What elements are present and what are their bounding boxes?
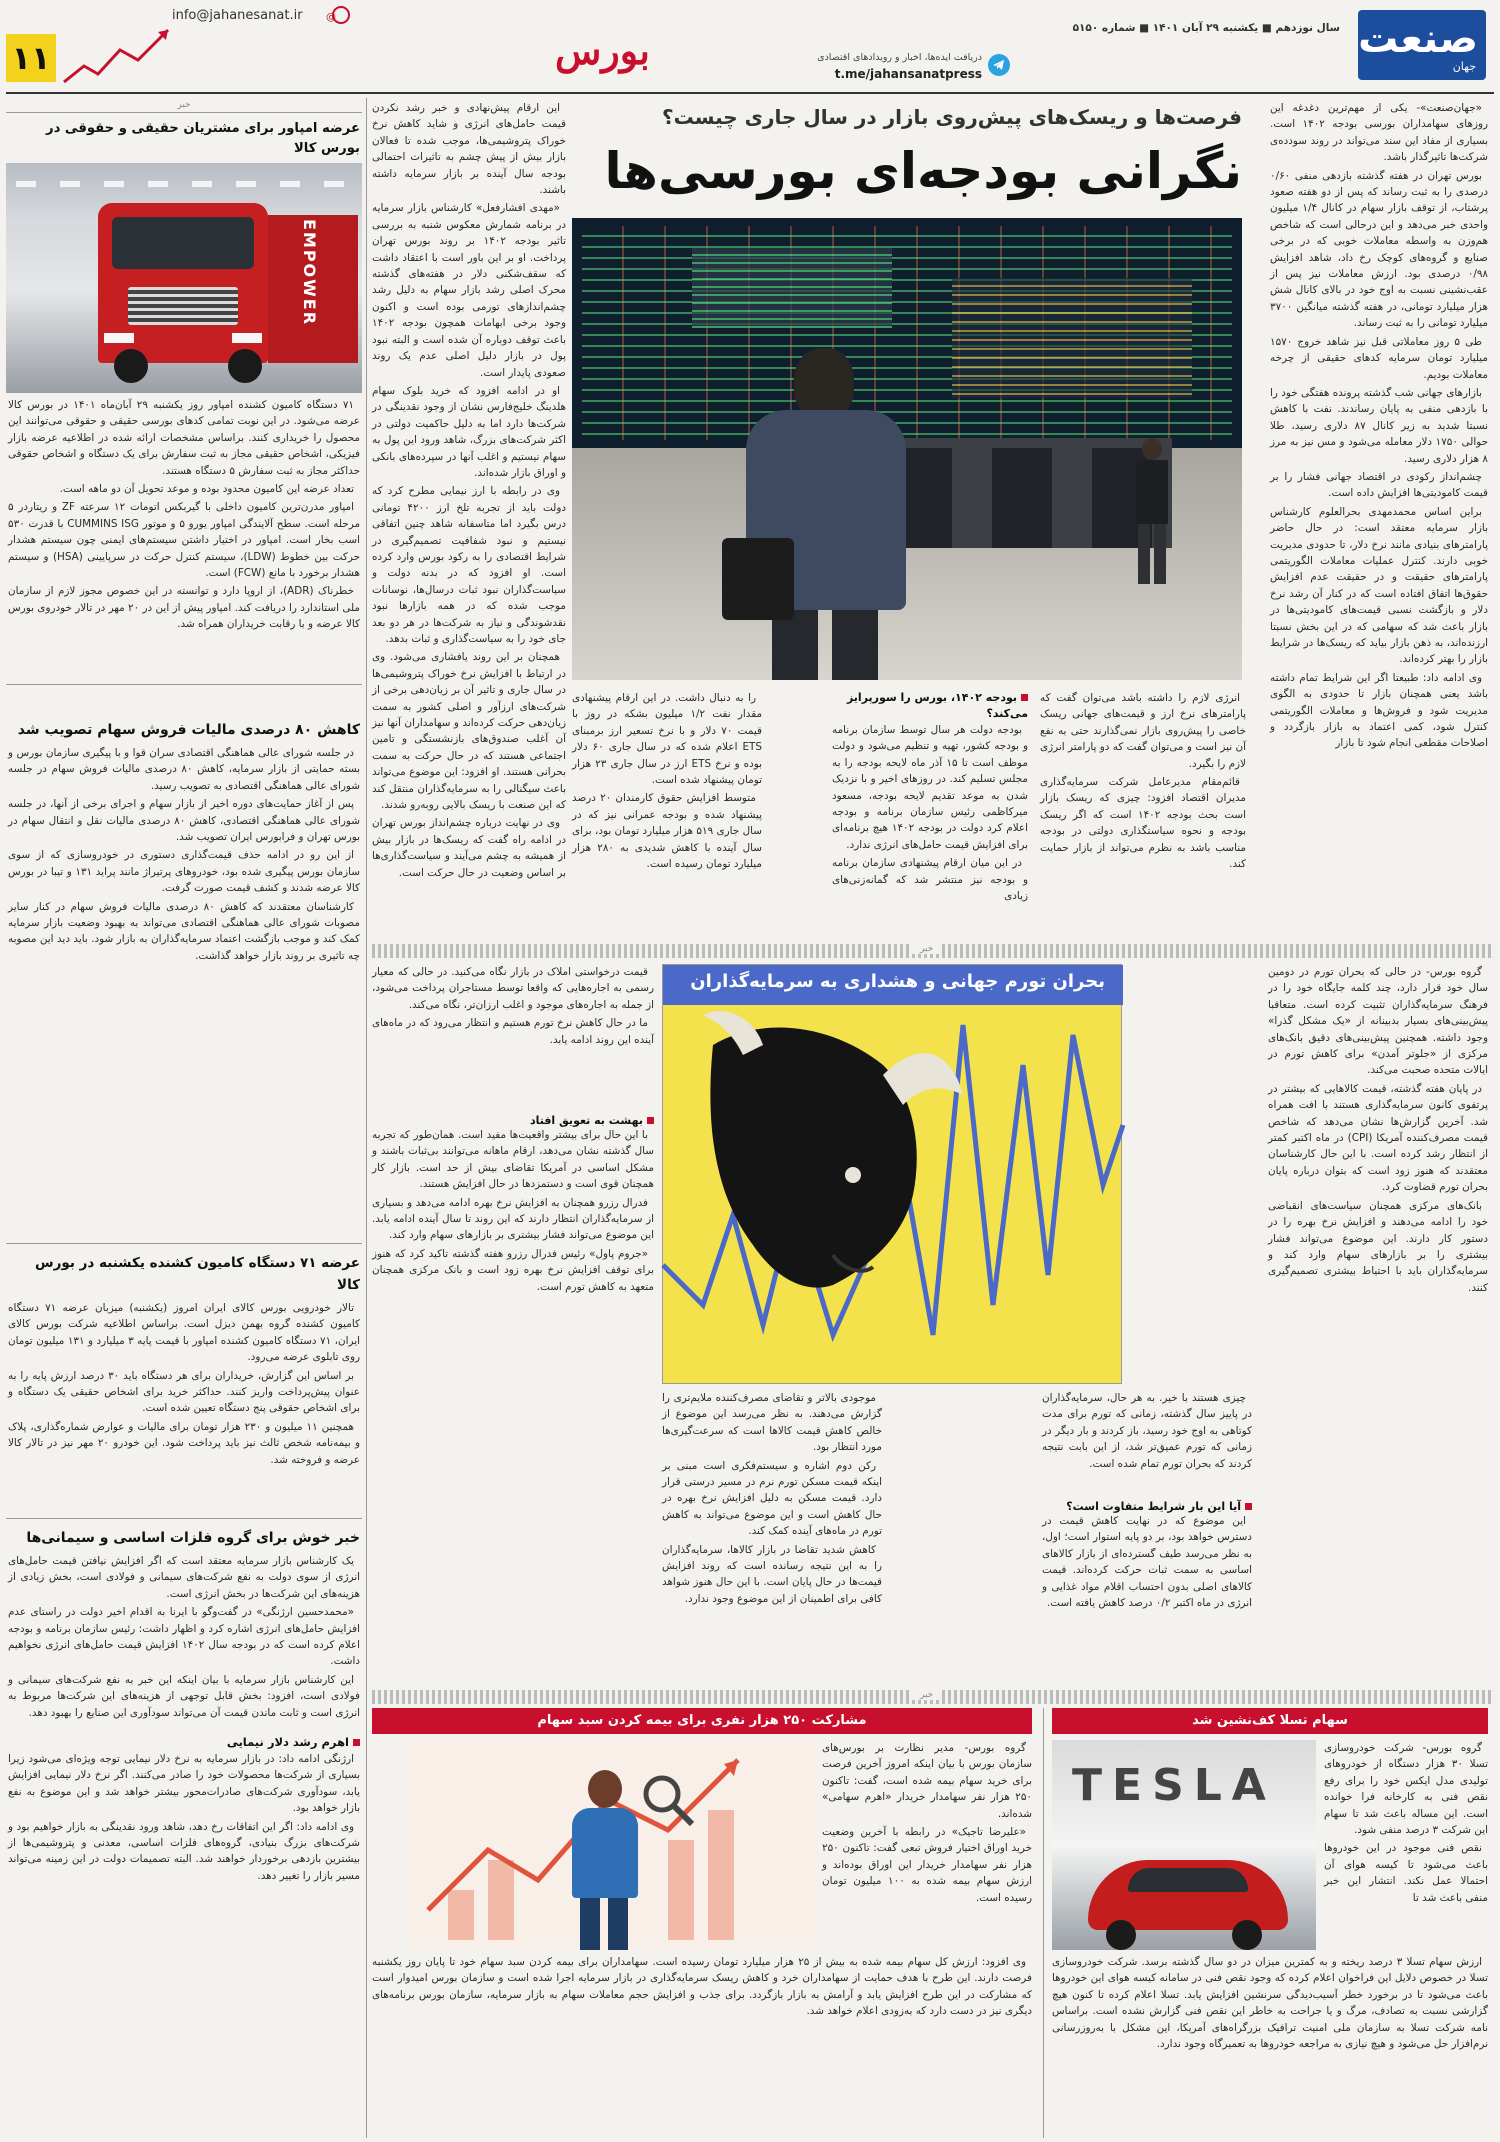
middle-paragraph: چیزی هستند با خیر. به هر حال، سرمایه‌گذاران در پاییز سال گذشته، زمانی که تورم برای مدت کوتاهی به اوج خود رسید، باز کردند و بار دیگر در زمانی که تورم عمیق‌تر شد، از این بابت نتیجه کردند که بحران تورم تمام شده است.	[1042, 1392, 1252, 1470]
lead-paragraph: انرژی لازم را داشته باشد می‌توان گفت که پارامترهای نرخ ارز و قیمت‌های جهانی ریسک خاصی را پیش‌روی بازار نمی‌گذارند حتی به نفع آن نیز است و می‌توان گفت که دو پارامتر انرژی لازم را بگیرد.	[1040, 692, 1246, 770]
truck-cab	[98, 203, 268, 363]
middle-kicker-bar	[372, 944, 1494, 958]
middle-col-left-body2	[372, 1127, 654, 1667]
lead-col5	[572, 690, 762, 940]
tesla-headline-bar	[1052, 1708, 1488, 1734]
growth-chart-icon	[60, 20, 180, 90]
square-bullet-icon	[1021, 694, 1028, 701]
lead-col4	[832, 690, 1028, 940]
lead-kicker: فرصت‌ها و ریسک‌های پیش‌روی بازار در سال جاری چیست؟	[661, 105, 1242, 129]
middle-col-left	[372, 964, 654, 1680]
middle-paragraph: این موضوع که در نهایت کاهش قیمت در دسترس خواهد بود، بر دو پایه استوار است؛ اول، به نظر می‌رسد طیف گسترده‌ای از بازار کالاهای اساسی به سمت ثبات حرکت کرده‌اند. قیمت کالاهای اصلی بدون احتساب اقلام مواد غذایی و انرژی در ماه اکتبر ۰/۲ درصد کاهش یافته است.	[1042, 1515, 1252, 1610]
bottom-kicker-bar	[372, 1690, 1494, 1704]
middle-col-b	[662, 1390, 882, 1680]
bottom-kicker: خبر	[912, 1690, 941, 1700]
story3-paragraph: همچنین ۱۱ میلیون و ۲۳۰ هزار تومان برای مالیات و عوارض شماره‌گذاری، پلاک و بیمه‌نامه شخص ثالث نیز باید پرداخت شود. این خودرو ۲۰ مهر نیز در تالار کالا عرضه و فروخته شد.	[8, 1420, 360, 1466]
middle-col-left-subhead	[372, 1114, 654, 1127]
inflation-panel	[662, 964, 1122, 1384]
sidebar-kicker: خبر	[6, 98, 362, 113]
lead-paragraph: قائم‌مقام مدیرعامل شرکت سرمایه‌گذاری مدیران اقتصاد افزود: چیزی که ریسک بازار است بحث بودجه ۱۴۰۲ است که اگر ریسک بودجه و نحوه سیاستگذاری دولتی در بودجه مناسب باشد به نظرم می‌تواند از بازار حمایت کند.	[1040, 776, 1247, 871]
lead-col1	[1270, 100, 1488, 940]
divider	[6, 684, 362, 685]
telegram-link[interactable]: t.me/jahansanatpress	[834, 67, 982, 81]
shoulder-bag	[722, 538, 794, 620]
story4-headline: خبر خوش برای گروه فلزات اساسی و سیمانی‌ها	[26, 1530, 360, 1546]
lead-col4-subhead-text: بودجه ۱۴۰۲، بورس را سورپرایز می‌کند؟	[846, 691, 1028, 720]
lead-paragraph: «جهان‌صنعت»- یکی از مهم‌ترین دغدغه این روزهای سهامداران بورسی بودجه ۱۴۰۲ است. بسیاری از مفاد این سند می‌تواند در روند سودده‌ی شرکت‌ها تاثیرگذار باشد.	[1270, 102, 1489, 164]
telegram-block	[800, 52, 1010, 86]
middle-paragraph: قیمت درخواستی املاک در بازار نگاه می‌کنید. در حالی که معیار رسمی به اجاره‌هایی که واقعا توسط مستاجران پرداخت می‌شود، از جمله به اجاره‌های موجود و اغلب ارزان‌تر، نگاه می‌کند.	[372, 966, 654, 1011]
story4-body	[6, 1553, 362, 1733]
lead-paragraph: او در ادامه افزود که خرید بلوک سهام هلدینگ خلیج‌فارس نشان از وجود نقدینگی در شرکت‌ها دارد اما به دلیل حاکمیت دولتی در اکثر شرکت‌های بزرگ، شاهد ورود این پول به سهام نیستیم و اغلب آنها در سپرده‌های بانکی و اوراق بازار شده‌اند.	[372, 384, 566, 479]
tesla-side-body	[1324, 1740, 1488, 1950]
middle-paragraph: گروه بورس- در حالی که بحران تورم در دومین سال خود قرار دارد، چند کلمه جایگاه خود را در فرهنگ سرمایه‌گذاران تثبیت کرده است. متعاقبا پیش‌بینی‌های بسیار بدبینانه از «یک مشکل گذرا» وجود داشته. همچنین پیش‌بینی‌های دقیق بانک‌های مرکزی از «جلوتر آمدن» برای کاهش تورم در ایالات متحده صحبت می‌کند.	[1268, 966, 1488, 1077]
walker-figure	[1132, 438, 1172, 588]
middle-kicker: خبر	[912, 944, 941, 954]
middle-col-a-subhead	[1042, 1500, 1252, 1513]
lead-paragraph: متوسط افزایش حقوق کارمندان ۲۰ درصد پیشنهاد شده و بودجه عمرانی نیز که در سال جاری ۵۱۹ هزار میلیارد تومان بود، برای سال آینده با کاهش شدیدی به ۲۸۰ هزار میلیارد تومان رسیده است.	[572, 792, 762, 871]
bottom-divider	[1043, 1708, 1044, 2138]
lead-paragraph: «مهدی افشارفعل» کارشناس بازار سرمایه در برنامه شمارش معکوس شنبه به بررسی تاثیر بودجه ۱۴۰۲ بر روند بورس تهران پرداخت. او بر این باور است با اعتقاد داشت که سقف‌شکنی دلار در هفته‌های گذشته محرک اصلی رشد بازار سهام به دلیل رشد چشم‌اندازهای تورمی بوده است و اکنون وجود برخی ابهامات همچون بودجه ۱۴۰۲ باعث توقف دوباره آن شده است و البته نبود پول در بازار دلیل اصلی عدم یک روند صعودی پایدار است.	[372, 202, 566, 379]
lead-paragraph: بودجه دولت هر سال توسط سازمان برنامه و بودجه کشور، تهیه و تنظیم می‌شود و دولت موظف است تا ۱۵ آذر ماه لایحه بودجه را به مجلس تسلیم کند. در روزهای اخیر و با نزدیک شدن به موعد تقدیم لایحه بودجه، مسعود میرکاظمی رئیس سازمان برنامه و بودجه اعلام کرد دولت در بودجه ۱۴۰۲ هیچ برنامه‌ای برای افزایش قیمت حامل‌های انرژی ندارد.	[832, 724, 1028, 851]
bull-icon	[683, 1005, 983, 1305]
sidebar-rule	[366, 98, 367, 2138]
middle-paragraph: ما در حال کاهش نرخ تورم هستیم و انتظار می‌رود که در ماه‌های آینده این روند ادامه یابد.	[372, 1017, 654, 1046]
tesla-paragraph: گروه بورس- شرکت خودروسازی تسلا ۳۰ هزار دستگاه از خودروهای تولیدی مدل ایکس خود را برای رفع نقص فنی به کارخانه فرا خوانده است. این مساله باعث شد تا سهام این شرکت ۳ درصد منفی شود.	[1324, 1742, 1488, 1837]
issue-line: سال نوزدهم ■ یکشنبه ۲۹ آبان ۱۴۰۱ ■ شماره ۵۱۵۰	[1072, 22, 1340, 34]
story1-paragraph: تعداد عرضه این کامیون محدود بوده و موعد تحویل آن دو ماهه است.	[59, 483, 354, 496]
story2-paragraph: از این رو در ادامه حذف قیمت‌گذاری دستوری در خودروسازی که از سوی سازمان بورس پیگیری شده بود، خودروهای پرتیراژ مانند پراید ۱۳۱ و تیبا در بورس کالا عرضه شدند و کشف قیمت صورت گرفت.	[8, 849, 360, 895]
lead-col2	[372, 100, 566, 940]
middle-paragraph: رکن دوم اشاره و سیستم‌فکری است مبنی بر اینکه قیمت مسکن تورم نرم در مسیر درستی قرار دارد. قیمت مسکن به دلیل افزایش نرخ بهره در حال کاهش است و این موضوع می‌تواند به کاهش تورم در ماه‌های آینده کمک کند.	[662, 1459, 882, 1538]
person-figure	[558, 1770, 648, 1950]
insurance-bottom-body	[372, 1954, 1032, 2134]
story3-headline: عرضه ۷۱ دستگاه کامیون کشنده یکشنبه در بورس کالا	[35, 1255, 360, 1293]
lead-col4-subhead	[832, 690, 1028, 722]
lead-col4-body	[832, 722, 1028, 942]
square-bullet-icon	[1245, 1503, 1252, 1510]
middle-paragraph: «جروم پاول» رئیس فدرال رزرو هفته گذشته تاکید کرد که هنوز برای توقف افزایش نرخ بهره زود است و بانک مرکزی همچنان متعهد به کاهش تورم است.	[372, 1247, 654, 1293]
story2-body	[6, 745, 362, 1243]
story3-paragraph: تالار خودرویی بورس کالای ایران امروز (یکشنبه) میزبان عرضه ۷۱ دستگاه کامیون کشنده گروه بهمن دیزل است. براساس اطلاعیه شرکت بورس کالای ایران، ۷۱ دستگاه کامیون کشنده امپاور با قیمت پایه ۳ میلیارد و ۱۳۱ میلیون تومان روی تابلوی عرضه می‌رود.	[8, 1302, 361, 1364]
truck-brand-text: EMPOWER	[300, 218, 320, 327]
tesla-paragraph: نقص فنی موجود در این خودروها باعث می‌شود تا کیسه هوای آن احتمالا عمل نکند. انتشار این خبر منفی باعث شد تا	[1324, 1842, 1488, 1904]
square-bullet-icon	[353, 1739, 360, 1746]
story2-paragraph: کارشناسان معتقدند که کاهش ۸۰ درصدی مالیات فروش سهام در کنار سایر مصوبات شورای عالی هماهنگی اقتصادی می‌تواند به بهبود وضعیت بازار سرمایه کمک کند و موجب بازگشت اعتماد سرمایه‌گذاران به بازار شود. باید دید این مصوبه چه تاثیری بر روند بازار خواهد گذاشت.	[8, 900, 360, 962]
lead-paragraph: وی ادامه داد: طبیعتا اگر این شرایط تمام داشته باشد یعنی همچنان بازار تا حدودی به الگوی مدیریت شود و فروش‌ها و معاملات الگوریتمی کنترل شود، کمی اعتماد به بازار بازگردد و اصلاحات مقطعی انجام شود تا بازار	[1270, 671, 1488, 750]
middle-col-left-subhead-text: بهشت به تعویق افتاد	[529, 1114, 643, 1127]
svg-text:@: @	[326, 12, 336, 23]
middle-col-right	[1268, 964, 1488, 1664]
story1-paragraph: خطرناک (ADR)، از اروپا دارد و توانسته در این خصوص مجوز لازم از سازمان ملی استاندارد را دریافت کند. امپاور پیش از این در ۲۰ مهر در تالار خودروی بورس کالا عرضه و با رقابت خریداران همراه شد.	[8, 585, 360, 631]
insurance-headline: مشارکت ۲۵۰ هزار نفری برای بیمه کردن سبد سهام	[537, 1713, 867, 1728]
story4-paragraph: یک کارشناس بازار سرمایه معتقد است که اگر افزایش نیافتن قیمت حامل‌های انرژی از سوی دولت به نفع شرکت‌های سیمانی و فولادی است، بخش زیادی از هزینه‌های این شرکت‌ها در بخش انرژی است.	[8, 1555, 360, 1600]
telegram-caption: دریافت ایده‌ها، اخبار و رویدادهای اقتصادی	[817, 52, 982, 63]
insurance-side-body	[822, 1740, 1032, 1950]
lead-col3	[1040, 690, 1246, 940]
warehouse-lights	[16, 181, 346, 187]
newspaper-logo	[1358, 10, 1486, 80]
middle-col-left-body	[372, 964, 654, 1114]
page-number: ۱۱	[6, 34, 56, 82]
middle-col-a-subhead-text: آیا این بار شرایط متفاوت است؟	[1066, 1500, 1241, 1513]
man-figure	[732, 348, 922, 680]
insurance-headline-bar	[372, 1708, 1032, 1734]
story2-headline: کاهش ۸۰ درصدی مالیات فروش سهام تصویب شد	[17, 722, 360, 738]
truck-wheel-left	[114, 349, 148, 383]
lead-paragraph: بورس تهران در هفته گذشته بازدهی منفی ۰/۶۰ درصدی را به ثبت رساند که پس از دو هفته صعود پرشتاب، از توقف بازار سهام در کانال ۱/۴ میلیون واحدی خبر می‌دهد و این درحالی است که شاخص هم‌وزن به واسطه معاملات خوبی که در برخی صنایع و گروه‌های کوچک رخ داد، شاهد افزایش ۰/۹۸ درصدی بود. ارزش معاملات نیز پس از عقب‌نشینی نسبت به اوج خود در بالای کانال شش هزار میلیارد تومانی، در هفته گذشته میانگین ۳۷۰۰ میلیارد تومانی را به ثبت رساند.	[1270, 169, 1489, 330]
middle-paragraph: در پایان هفته گذشته، قیمت کالاهایی که بیشتر در پرتفوی کانون سرمایه‌گذاری هستند با افت همراه شد. آخرین گزارش‌ها نشان می‌دهد که شاخص قیمت مصرف‌کننده آمریکا (CPI) در ماه اکتبر کمتر از انتظار رشد کرده است. با این حال کارشناسان معتقدند که هنوز زود است که بتوان درباره پایان بحران تورم قضاوت کرد.	[1268, 1082, 1489, 1194]
story1-paragraph: ۷۱ دستگاه کامیون کشنده امپاور روز یکشنبه ۲۹ آبان‌ماه ۱۴۰۱ در بورس کالا عرضه می‌شود. در این نوبت تمامی کدهای بورسی حقیقی و حقوقی می‌توانند این محصول را خریداری کنند. براساس مشخصات ارائه شده در اطلاعیه عرضه بازار فیزیکی، اشخاص حقیقی مجاز به ثبت سفارش برای یک دستگاه و اشخاص حقوقی حداکثر مجاز به ثبت سفارش ۵ دستگاه هستند.	[8, 399, 360, 477]
insurance-illustration	[408, 1740, 818, 1950]
tesla-paragraph: ارزش سهام تسلا ۳ درصد ریخته و به کمترین میزان در دو سال گذشته برسد. شرکت خودروسازی تسلا در خصوص دلایل این فراخوان اعلام کرده که وجود نقص فنی در سامانه کیسه هوای این خودروها باعث می‌شود تا در برخورد خطر آسیب‌دیدگی سرنشین افزایش یابد. تسلا اعلام کرده تا کنون هیچ گزارشی نسبت به تصادف، مرگ و یا جراحت به خاطر این نقص فنی گزارش نشده است. براساس نامه شرکت تسلا به سازمان ملی امنیت ترافیک بزرگراه‌های آمریکا، این مشکل با به‌روزرسانی نرم‌افزار حل می‌شود و هیچ نیازی به مراجعه خودروها به تعمیرگاه وجود ندارد.	[1052, 1956, 1488, 2051]
middle-paragraph: بانک‌های مرکزی همچنان سیاست‌های انقباضی خود را ادامه می‌دهند و افزایش نرخ بهره را در دستور کار دارند. این موضوع می‌تواند فشار بیشتری را بر بازارهای سهام وارد کند و سرمایه‌گذاران باید با احتیاط بیشتری تصمیم‌گیری کنند.	[1268, 1199, 1488, 1294]
masthead	[0, 0, 1500, 98]
magnifier-icon	[638, 1770, 698, 1830]
logo-main-text: صنعت	[1358, 16, 1478, 62]
lead-paragraph: در این میان ارقام پیشنهادی سازمان برنامه و بودجه نیز منتشر شد که گمانه‌زنی‌های زیادی	[832, 857, 1028, 903]
story4-paragraph: این کارشناس بازار سرمایه با بیان اینکه این خبر به نفع شرکت‌های سیمانی و فولادی است، افزود: بخش قابل توجهی از هزینه‌های این شرکت‌ها مربوط به انرژی است و ثابت ماندن قیمت آن می‌تواند سودآوری این صنایع را بهبود دهد.	[8, 1673, 360, 1719]
story2-paragraph: پس از آغاز حمایت‌های دوره اخیر از بازار سهام و اجرای برخی از آنها، در جلسه شورای عالی هماهنگی اقتصادی، کاهش ۸۰ درصدی مالیات نقل و انتقال سهام در بورس تهران و فرابورس ایران تصویب شد.	[8, 798, 360, 844]
insurance-paragraph: «علیرضا تاجیک» در رابطه با آخرین وضعیت خرید اوراق اختیار فروش تبعی گفت: تاکنون ۲۵۰ هزار نفر سهامدار خریدار این اوراق بوده‌اند و ارزش سهام بیمه شده به ۱۰۰ میلیون تومان رسیده است.	[822, 1826, 1032, 1904]
story4-subhead	[6, 1733, 362, 1751]
email-icon	[326, 6, 350, 24]
lead-paragraph: براین اساس محمدمهدی بحرالعلوم کارشناس بازار سرمایه معتقد است: در حال حاضر پارامترهای بنیادی مانند نرخ دلار، تا حدودی مدیریت خوبی دارند. کنترل عملیات معاملات الگوریتمی پارامترهای حقیقت و در حقیقت عدم افزایش حقوق‌ها اتفاق افتاده است که در کنار آن رشد نرخ دلار و بازگشت نسبی قیمت‌های کامودیتی‌ها در بازار باعث شد که سهامی که در این بخش نسبتا ارزنده‌اند، به ذهن بازار بیاید که ریسک‌ها در شرایط بازار را بهتر کرده‌اند.	[1270, 505, 1488, 666]
lead-headline: نگرانی بودجه‌ای بورسی‌ها	[604, 142, 1242, 200]
tesla-headline: سهام تسلا کف‌نشین شد	[1192, 1713, 1348, 1728]
truck-wheel-right	[228, 349, 262, 383]
middle-col-a-body	[1042, 1390, 1252, 1500]
masthead-rule	[6, 92, 1494, 94]
story4-sub-body	[6, 1751, 362, 1971]
lead-photo	[572, 218, 1242, 680]
tesla-logo-text: TESLA	[1072, 1760, 1276, 1811]
logo-sub-text: جهان	[1452, 60, 1476, 73]
lead-paragraph: این ارقام پیش‌نهادی و خبر رشد نکردن قیمت حامل‌های انرژی و شاید کاهش نرخ خوراک پتروشیمی‌ها، موجب شده تا فعالان بازار بیش از پیش چشم به تاثیرات احتمالی بودجه سال آینده بر بازار سرمایه داشته باشند.	[372, 102, 566, 197]
story2-paragraph: در جلسه شورای عالی هماهنگی اقتصادی سران قوا و با پیگیری سازمان بورس و بسته حمایتی از بازار سرمایه، کاهش ۸۰ درصدی مالیات فروش سهام در جلسه شورای عالی هماهنگی اقتصادی به تصویب رسید.	[8, 747, 360, 792]
story4-subhead-text: اهرم رشد دلار نیمایی	[226, 1735, 349, 1749]
lead-paragraph: را به دنبال داشت. در این ارقام پیشنهادی مقدار نفت ۱/۲ میلیون بشکه در روز با قیمت ۷۰ دلار و با نرخ تسعیر ارز برمبنای ETS اعلام شده که در سال جاری ۶۰ دلار بوده و نرخ ETS ارز در سال جاری ۲۳ هزار تومان پیشنهاد شده است.	[572, 692, 763, 787]
tesla-photo	[1052, 1740, 1316, 1950]
lead-paragraph: چشم‌انداز رکودی در اقتصاد جهانی فشار را بر قیمت کامودیتی‌ها افزایش داده است.	[1270, 470, 1488, 500]
section-title: بورس	[555, 28, 650, 73]
square-bullet-icon	[647, 1117, 654, 1124]
middle-col-a	[1042, 1390, 1252, 1680]
story1-paragraph: امپاور مدرن‌ترین کامیون داخلی با گیربکس اتومات ۱۲ سرعته ZF و ریتاردر ۵ مرحله است. سطح آلایندگی امپاور یورو ۵ و موتور CUMMINS ISG با قدرت ۵۳۰ اسب بخار است. امپاور در اختیار داشتن سیستم‌های ایمنی چون سیستم هشدار حرکت بین خطوط (LDW)، سیستم کنترل حرکت در سرپایینی (HSA) و سیستم هشدار برخورد با مانع (FCW) است.	[8, 501, 361, 580]
insurance-paragraph: وی افزود: ارزش کل سهام بیمه شده به بیش از ۲۵ هزار میلیارد تومان رسیده است. سهامداران برای بیمه کردن سبد سهام خود تا پایان روز یکشنبه فرصت دارند. این طرح با هدف حمایت از سهامداران خرد و کاهش ریسک سرمایه‌گذاری در بازار سرمایه اجرا شده است و سازمان بورس امیدوار است که مشارکت در این طرح افزایش یابد و آرامش به بازار بازگردد. برای جذب و افزایش حجم معاملات سهام به بازار سرمایه، سازمان بورس برنامه‌های دیگری نیز در دست دارد که به‌زودی اعلام خواهد شد.	[372, 1956, 1032, 2018]
lead-paragraph: همچنان بر این روند یافشاری می‌شود. وی در ارتباط با افزایش نرخ خوراک پتروشیمی‌ها در سال جاری و تاثیر آن بر زیان‌دهی برخی از شرکت‌های ارزآور و اصلی کشور به سمت زیان‌دهی حرکت کرده‌اند و سهامداران آنها نیز آن آغلب صندوق‌های بازنشستگی و تامین اجتماعی هستند که در حال حرکت به سمت بحرانی هستند. او افزود: این موضوع می‌تواند باعث سیگنالی را به سرمایه‌گذاران منتقل کند که این صنعت با ریسک بالایی روبه‌رو شدند.	[372, 651, 566, 812]
story4-paragraph: وی ادامه داد: اگر این اتفاقات رخ دهد، شاهد ورود نقدینگی به بازار خواهیم بود و شرکت‌های بزرگ بنیادی، گروه‌های فلزات اساسی، معدنی و پتروشیمی‌ها از بیشترین بازدهی برخوردار خواهند شد. البته تصمیمات دولت در این زمینه می‌تواند مسیر بازار را تغییر دهد.	[8, 1820, 360, 1882]
story4-paragraph: «محمدحسین ارژنگی» در گفت‌وگو با ایرنا به اقدام اخیر دولت در راستای عدم افزایش حامل‌های انرژی اشاره کرد و اظهار داشت: رئیس سازمان برنامه و بودجه اعلام کرده است که در بودجه سال ۱۴۰۲ افزایش قیمت حامل‌های انرژی نخواهیم داشت.	[8, 1606, 360, 1668]
story3-paragraph: بر اساس این گزارش، خریداران برای هر دستگاه باید ۳۰ درصد ارزش پایه را به عنوان پیش‌پرداخت واریز کنند. حداکثر خرید برای اشخاص حقیقی یک دستگاه و برای اشخاص حقوقی پنج دستگاه تعیین شده است.	[8, 1369, 360, 1415]
inflation-panel-title: بحران تورم جهانی و هشداری به سرمایه‌گذاران	[690, 971, 1105, 992]
telegram-icon	[988, 54, 1010, 76]
middle-paragraph: کاهش شدید تقاضا در بازار کالاها، سرمایه‌گذاران را به این نتیجه رسانده است که روند افزایش قیمت‌ها در حال پایان است. با این حال هنوز شواهد کافی برای اطمینان از این موضوع وجود ندارد.	[662, 1543, 882, 1605]
tesla-bottom-body	[1052, 1954, 1488, 2134]
middle-paragraph: فدرال رزرو همچنان به افزایش نرخ بهره ادامه می‌دهد و بسیاری از سرمایه‌گذاران انتظار دارند که این روند تا سال آینده ادامه یابد. این موضوع می‌تواند فشار بیشتری بر بازارهای سهام وارد کند.	[372, 1196, 654, 1242]
story1-body	[6, 393, 362, 711]
middle-paragraph: با این حال برای بیشتر واقعیت‌ها مفید است. همان‌طور که تجربه سال گذشته نشان می‌دهد، ارقام ماهانه می‌توانند بی‌ثبات باشند و مشکل اساسی در آمریکا تقاضای بیش از حد است. بازار کار همچنان قوی است و دستمزدها در حال افزایش هستند.	[372, 1129, 654, 1191]
lead-paragraph: وی در رابطه با ارز نیمایی مطرح کرد که دولت باید از تجربه تلخ ارز ۴۲۰۰ تومانی درس بگیرد اما متاسفانه شاهد چنین اتفاقی نیستیم و نبود شفافیت تصمیم‌گیری در شرایط اقتصادی را به رکود بورس وارد کرده است. او افزود که در بدنه دولت و سیاست‌گذاران نبود ثبات درسال‌ها، نوسانات موجب شده که در همه بازارها نبود نقدشوندگی و نیاز به شرکت‌ها در هر دو بعد جای خود را به سیاست‌گذاری و ثبات بدهد.	[372, 485, 566, 645]
middle-col-a-body2	[1042, 1513, 1252, 1673]
lead-paragraph: وی در نهایت درباره چشم‌انداز بورس تهران در ادامه راه گفت که ریسک‌ها در بازار بیش از همیشه به چشم می‌آیند و سیاست‌گذاری‌ها بر اساس وضعیت در حال حرکت است.	[372, 817, 566, 879]
truck-photo	[6, 163, 362, 393]
story3-body	[6, 1300, 362, 1518]
lead-paragraph: طی ۵ روز معاملاتی قبل نیز شاهد خروج ۱۵۷۰ میلیارد تومان سرمایه کدهای حقیقی از چرخه معاملات بودیم.	[1270, 335, 1488, 381]
story4-paragraph: ارژنگی ادامه داد: در بازار سرمایه به نرخ دلار نیمایی توجه ویژه‌ای می‌شود زیرا بسیاری از شرکت‌ها محصولات خود را صادر می‌کنند. اگر نرخ دلار نیمایی افزایش یابد، سودآوری شرکت‌های صادرات‌محور بیشتر خواهد شد و این موضوع به نفع بازار خواهد بود.	[8, 1753, 360, 1815]
insurance-paragraph: گروه بورس- مدیر نظارت بر بورس‌های سازمان بورس با بیان اینکه امروز آخرین فرصت برای خرید سهام بیمه شده است، گفت: تاکنون ۲۵۰ هزار نفر سهامدار خریدار «اهرم سهامی» شده‌اند.	[822, 1742, 1032, 1820]
story1-headline: عرضه امپاور برای مشتریان حقیقی و حقوقی در بورس کالا	[45, 121, 360, 156]
news-sidebar	[6, 98, 362, 2138]
email-text[interactable]: info@jahanesanat.ir	[172, 8, 303, 23]
lead-paragraph: بازارهای جهانی شب گذشته پرونده هفتگی خود را با بازدهی منفی به پایان رساندند. نفت با کاهش نسبتا شدید به زیر کانال ۸۷ دلاری رسید، طلا حوالی ۱۷۵۰ دلار معامله می‌شود و مس نیز به مرز ۸ هزار دلاری رسید.	[1270, 386, 1488, 465]
middle-paragraph: موجودی بالاتر و تقاضای مصرف‌کننده ملایم‌تری را گزارش می‌دهند. به نظر می‌رسد این موضوع از خالص کاهش قیمت کالاها است که سرعت‌گیری‌ها مورد انتظار بود.	[662, 1392, 882, 1454]
